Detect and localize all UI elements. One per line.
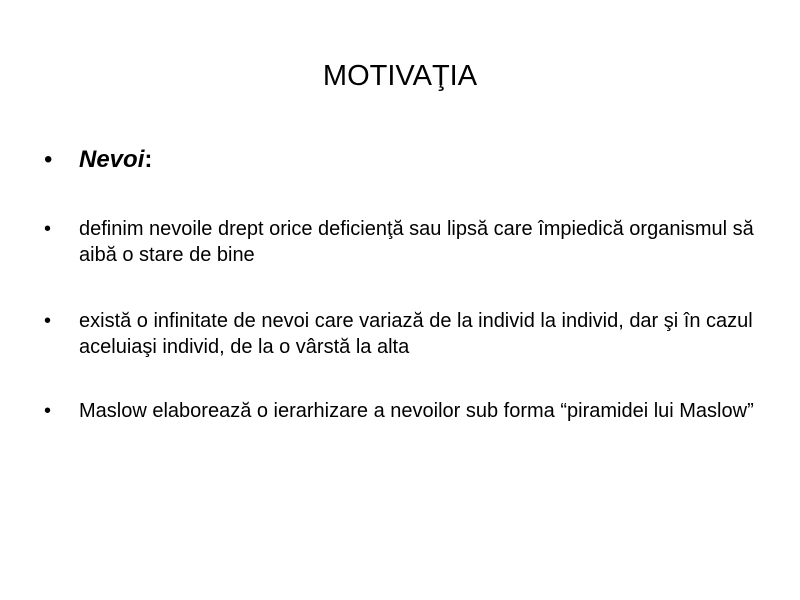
bullet-text: Maslow elaborează o ierarhizare a nevoilor sub forma “piramidei lui Maslow” [79, 400, 754, 422]
nevoi-term: Nevoi [79, 146, 145, 173]
bullet-dot-icon: • [44, 146, 53, 173]
nevoi-colon: : [144, 146, 153, 173]
bullet-text: definim nevoile drept orice deficienţă sau lipsă care împiedică organismul să aibă o stare de bine [79, 218, 754, 266]
heading-bullet-text [79, 145, 764, 175]
bullet-dot-icon: • [44, 218, 52, 240]
bullet-text: există o infinitate de nevoi care variază de la individ la individ, dar şi în cazul aceluiaşi individ, de la o vârstă la alta [79, 310, 753, 358]
bullet-dot-icon: • [44, 310, 52, 332]
slide-title: MOTIVAŢIA [322, 60, 478, 92]
bullet-dot-icon: • [44, 400, 52, 422]
